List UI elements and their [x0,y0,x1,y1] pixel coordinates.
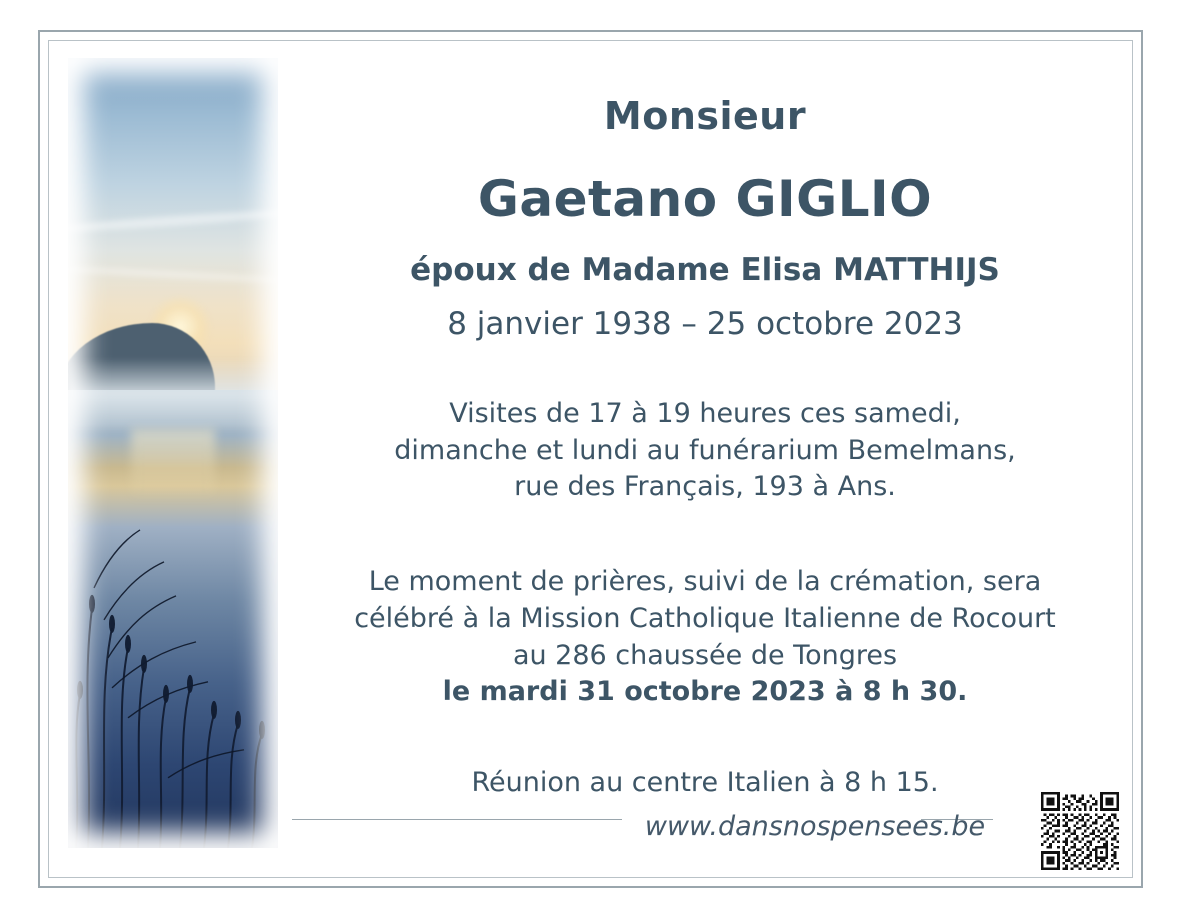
visits-block [292,396,1118,506]
ceremony-block [292,564,1118,711]
ceremony-line-3: au 286 chaussée de Tongres [512,639,898,671]
ceremony-datetime: le mardi 31 octobre 2023 à 8 h 30. [442,676,968,708]
ceremony-line-1: Le moment de prières, suivi de la crémation, sera [368,566,1042,598]
sunrise-lake-photo [68,58,278,848]
ceremony-line-2: célébré à la Mission Catholique Italienne de Rocourt [354,602,1056,634]
spouse-line: époux de Madame Elisa MATTHIJS [410,252,1000,288]
qr-code-icon[interactable] [1041,792,1119,870]
visits-line-1: Visites de 17 à 19 heures ces samedi, [449,398,961,429]
visits-line-2: dimanche et lundi au funérarium Bemelmans, [394,434,1016,466]
memorial-card [38,30,1143,888]
photo-soft-edge [68,58,278,848]
honorific: Monsieur [603,94,807,138]
life-dates: 8 janvier 1938 – 25 octobre 2023 [447,306,963,342]
footer-divider-left [292,819,622,820]
website-url[interactable]: www.dansnospensees.be [644,811,986,842]
gathering-line: Réunion au centre Italien à 8 h 15. [471,767,939,799]
visits-line-3: rue des Français, 193 à Ans. [514,471,896,503]
deceased-name: Gaetano GIGLIO [477,170,933,228]
notice-text [292,72,1118,798]
